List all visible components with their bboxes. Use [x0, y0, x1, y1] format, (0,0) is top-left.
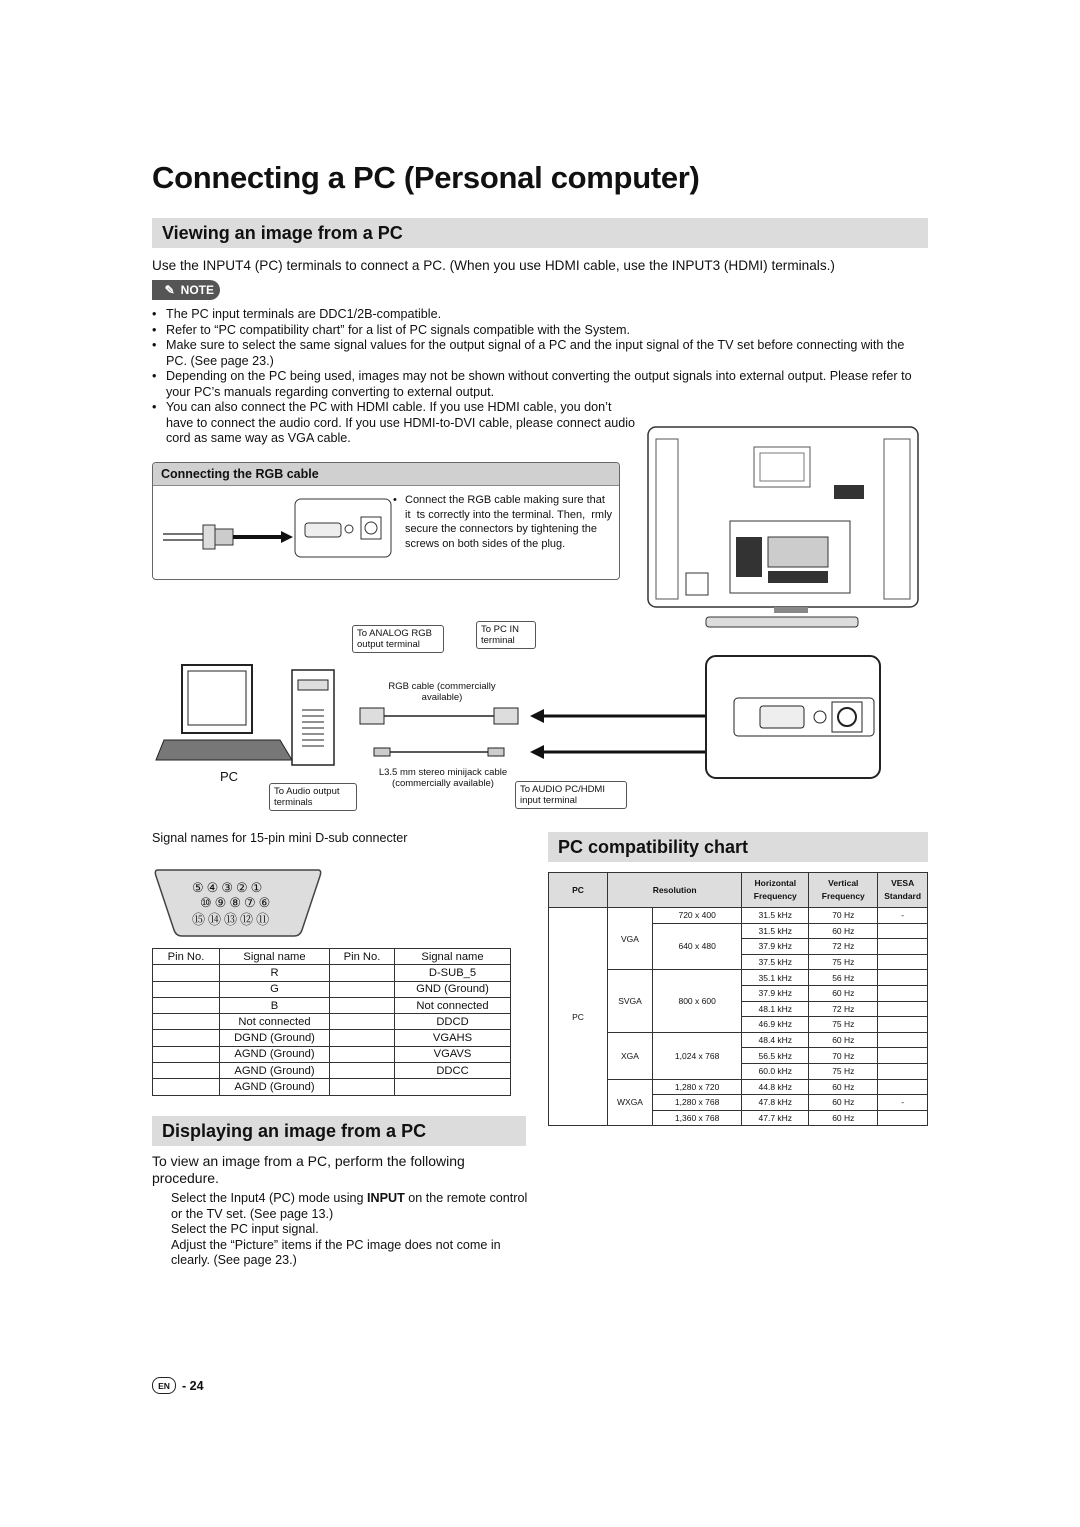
table-row: DGND (Ground) VGAHS	[153, 1030, 511, 1046]
note-item: • Depending on the PC being used, images may not be shown without converting the output signals into external output. Please refer to your PC’s manuals regarding converting to external output.	[152, 369, 912, 400]
table-row: 37.5 kHz 75 Hz	[549, 954, 928, 970]
step-3: Adjust the “Picture” items if the PC image does not come in clearly. (See page 23.)	[171, 1237, 501, 1267]
pencil-icon: ✎	[164, 283, 175, 297]
rgb-box-heading: Connecting the RGB cable	[153, 463, 619, 486]
label-rgb-cable: RGB cable (commercially available)	[388, 681, 496, 703]
pins-row-2: ⑩⑨⑧⑦⑥	[200, 895, 274, 910]
table-row: XGA 1,024 x 768 48.4 kHz 60 Hz	[549, 1032, 928, 1048]
page-footer	[152, 1377, 204, 1394]
section2-intro: To view an image from a PC, perform the following procedure.	[152, 1153, 465, 1186]
note-item: • You can also connect the PC with HDMI cable. If you use HDMI cable, you don’t have to connect the audio cord. If you use HDMI-to-DVI cable, please connect audio cord as same way as VGA cable.	[152, 400, 636, 447]
note-label: NOTE	[180, 283, 214, 297]
pins-row-3: ⑮⑭⑬⑫⑪	[192, 912, 273, 927]
pin-caption: Signal names for 15-pin mini D-sub connecter	[152, 831, 408, 845]
pc-compatibility-table	[548, 872, 928, 1126]
label-minijack: L3.5 mm stereo minijack cable (commercially available)	[378, 767, 508, 789]
label-pc-in: To PC IN terminal	[476, 621, 536, 649]
intro-text: Use the INPUT4 (PC) terminals to connect a PC. (When you use HDMI cable, use the INPUT3 (HDMI) terminals.)	[152, 258, 835, 273]
table-row: PC VGA 720 x 400 31.5 kHz 70 Hz -	[549, 908, 928, 924]
step-2: Select the PC input signal.	[171, 1222, 319, 1236]
section-heading-displaying: Displaying an image from a PC	[152, 1116, 526, 1146]
table-row: AGND (Ground) VGAVS	[153, 1046, 511, 1062]
tv-back-illustration	[646, 425, 920, 635]
table-row: R D-SUB_5	[153, 965, 511, 981]
note-badge	[152, 280, 220, 300]
page-number: - 24	[182, 1378, 204, 1393]
rgb-box-text: • Connect the RGB cable making sure that it ts correctly into the terminal. Then, rmly secure the connectors by tightening the screws on both sides of the plug.	[393, 493, 627, 551]
table-row: B Not connected	[153, 997, 511, 1013]
pins-row-1: ⑤④③②①	[192, 880, 266, 895]
section-heading-compat: PC compatibility chart	[548, 832, 928, 862]
section-heading-viewing: Viewing an image from a PC	[152, 218, 928, 248]
table-row: 46.9 kHz 75 Hz	[549, 1017, 928, 1033]
table-row: 640 x 480 31.5 kHz 60 Hz	[549, 923, 928, 939]
pin-signal-table	[152, 948, 511, 1096]
table-row: 1,280 x 768 47.8 kHz 60 Hz -	[549, 1095, 928, 1111]
table-row: 37.9 kHz 60 Hz	[549, 985, 928, 1001]
table-row: AGND (Ground) DDCC	[153, 1063, 511, 1079]
procedure-steps	[171, 1191, 531, 1269]
table-row: 48.1 kHz 72 Hz	[549, 1001, 928, 1017]
label-analog-rgb: To ANALOG RGB output terminal	[352, 625, 444, 653]
label-audio-in: To AUDIO PC/HDMI input terminal	[515, 781, 627, 809]
table-row: 1,360 x 768 47.7 kHz 60 Hz	[549, 1110, 928, 1126]
page-title: Connecting a PC (Personal computer)	[152, 160, 700, 195]
language-badge: EN	[152, 1377, 176, 1394]
table-row: 37.9 kHz 72 Hz	[549, 939, 928, 955]
table-header-row: Pin No. Signal name Pin No. Signal name	[153, 949, 511, 965]
table-row: SVGA 800 x 600 35.1 kHz 56 Hz	[549, 970, 928, 986]
table-row: 60.0 kHz 75 Hz	[549, 1063, 928, 1079]
table-row: Not connected DDCD	[153, 1014, 511, 1030]
note-item: • The PC input terminals are DDC1/2B-compatible.	[152, 307, 912, 323]
step-1: Select the Input4 (PC) mode using INPUT on the remote control or the TV set. (See page 13.)	[171, 1191, 528, 1221]
note-item: • Refer to “PC compatibility chart” for a list of PC signals compatible with the System.	[152, 323, 912, 339]
table-row: AGND (Ground)	[153, 1079, 511, 1095]
rgb-connector-illustration	[153, 485, 393, 579]
label-pc: PC	[220, 769, 239, 784]
table-row: WXGA 1,280 x 720 44.8 kHz 60 Hz	[549, 1079, 928, 1095]
table-header-row: PC Resolution Horizontal Frequency Vertical Frequency VESA Standard	[549, 873, 928, 908]
label-audio-out: To Audio output terminals	[269, 783, 357, 811]
rgb-cable-box	[152, 462, 620, 580]
table-row: 56.5 kHz 70 Hz	[549, 1048, 928, 1064]
note-item: • Make sure to select the same signal values for the output signal of a PC and the input signal of the TV set before connecting with the PC. (See page 23.)	[152, 338, 912, 369]
table-row: G GND (Ground)	[153, 981, 511, 997]
